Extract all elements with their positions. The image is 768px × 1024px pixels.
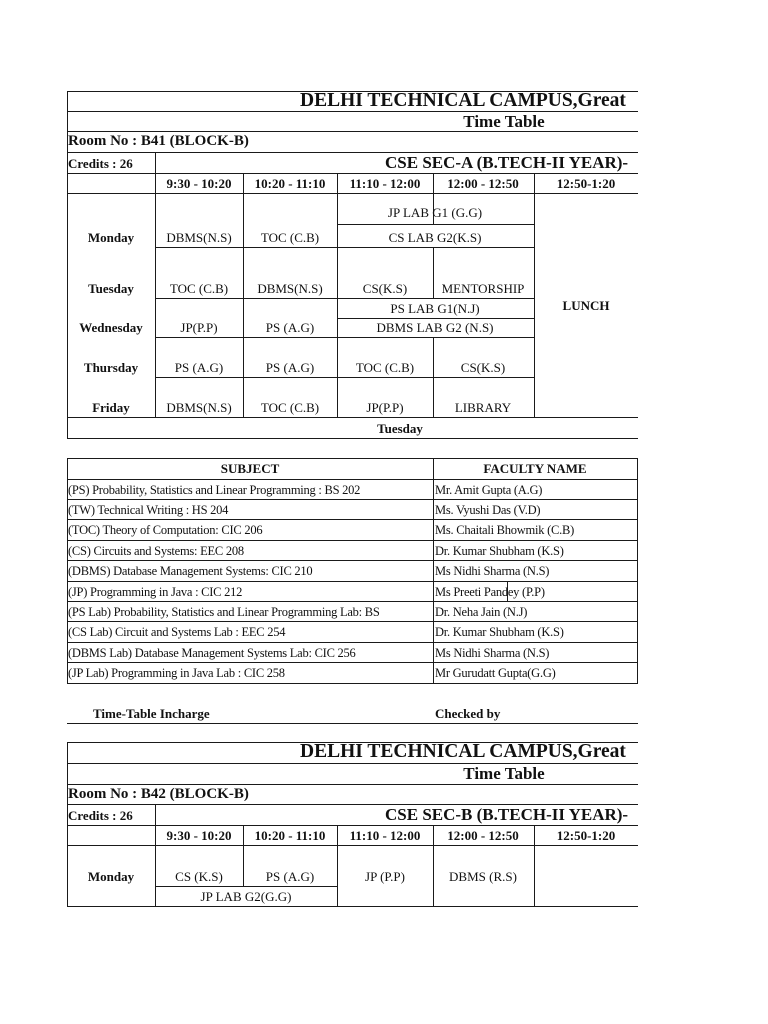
subject-cell: (CS) Circuits and Systems: EEC 208	[68, 544, 244, 558]
class-cell: MENTORSHIP	[441, 281, 525, 296]
slot-header: 10:20 - 11:10	[254, 828, 326, 843]
class-cell: DBMS(N.S)	[166, 230, 232, 245]
lab-cell: DBMS LAB G2 (N.S)	[376, 320, 494, 335]
signature-rule	[67, 723, 638, 724]
class-cell: DBMS(N.S)	[257, 281, 323, 296]
faculty-cell: Ms Nidhi Sharma (N.S)	[435, 564, 550, 578]
subject-cell: (CS Lab) Circuit and Systems Lab : EEC 254	[68, 625, 286, 639]
lab-cell: CS LAB G2(K.S)	[388, 230, 482, 245]
class-cell: PS (A.G)	[265, 360, 315, 375]
class-cell: LIBRARY	[454, 400, 512, 415]
class-cell: CS (K.S)	[175, 869, 223, 884]
subject-cell: (PS Lab) Probability, Statistics and Linear Programming Lab: BS	[68, 606, 380, 619]
lunch-cell: LUNCH	[562, 298, 610, 313]
faculty-cell: Dr. Neha Jain (N.J)	[435, 605, 528, 619]
class-cell: CS(K.S)	[362, 281, 408, 296]
class-cell: CS(K.S)	[460, 360, 506, 375]
class-cell: PS (A.G)	[265, 320, 315, 335]
class-cell: DBMS(N.S)	[166, 400, 232, 415]
slot-header: 12:00 - 12:50	[447, 828, 519, 843]
timetable-subtitle: Time Table	[463, 764, 545, 783]
class-cell: DBMS (R.S)	[449, 869, 517, 884]
class-cell: PS (A.G)	[265, 869, 315, 884]
campus-title: DELHI TECHNICAL CAMPUS,Great	[300, 90, 626, 111]
faculty-cell: Dr. Kumar Shubham (K.S)	[435, 544, 564, 558]
day-label-monday: Monday	[87, 230, 135, 245]
section-title: CSE SEC-A (B.TECH-II YEAR)-	[385, 153, 629, 172]
faculty-cell: Ms. Vyushi Das (V.D)	[435, 503, 541, 517]
day-label-thursday: Thursday	[83, 360, 139, 375]
subject-cell: (TW) Technical Writing : HS 204	[68, 503, 229, 517]
class-cell: TOC (C.B)	[169, 281, 229, 296]
credits: Credits : 26	[68, 808, 133, 823]
class-cell: JP (P.P)	[365, 869, 405, 884]
day-label-wednesday: Wednesday	[79, 320, 143, 335]
lab-cell: PS LAB G1(N.J)	[390, 301, 480, 316]
faculty-cell: Ms. Chaitali Bhowmik (C.B)	[435, 523, 574, 537]
faculty-cell: Ms Nidhi Sharma (N.S)	[435, 646, 550, 660]
subject-cell: (JP) Programming in Java : CIC 212	[68, 585, 243, 599]
faculty-cell: Mr. Amit Gupta (A.G)	[435, 483, 543, 497]
subject-cell: (DBMS Lab) Database Management Systems Lab: CIC 256	[68, 646, 356, 660]
lab-cell: JP LAB G1 (G.G)	[387, 205, 483, 220]
faculty-header: FACULTY NAME	[483, 461, 587, 476]
lab-cell: JP LAB G2(G.G)	[200, 889, 292, 904]
subject-cell: (TOC) Theory of Computation: CIC 206	[68, 523, 263, 537]
day-label-tuesday: Tuesday	[88, 281, 134, 296]
slot-header: 9:30 - 10:20	[166, 176, 232, 191]
section-title: CSE SEC-B (B.TECH-II YEAR)-	[385, 805, 629, 824]
day-label-friday: Friday	[92, 400, 130, 415]
slot-header: 10:20 - 11:10	[254, 176, 326, 191]
timetable-subtitle: Time Table	[463, 112, 545, 131]
class-cell: TOC (C.B)	[260, 400, 320, 415]
checked-by-label: Checked by	[435, 706, 501, 721]
subject-cell: (JP Lab) Programming in Java Lab : CIC 258	[68, 666, 285, 680]
class-cell: JP(P.P)	[180, 320, 218, 335]
room-number: Room No : B41 (BLOCK-B)	[68, 133, 249, 149]
credits: Credits : 26	[68, 156, 133, 171]
room-number: Room No : B42 (BLOCK-B)	[68, 786, 249, 802]
faculty-cell: Mr Gurudatt Gupta(G.G)	[435, 666, 556, 680]
slot-header: 11:10 - 12:00	[349, 176, 421, 191]
faculty-cell: Dr. Kumar Shubham (K.S)	[435, 625, 564, 639]
slot-header: 12:00 - 12:50	[447, 176, 519, 191]
incharge-label: Time-Table Incharge	[93, 706, 210, 721]
day-label-monday: Monday	[87, 869, 135, 884]
faculty-cell: Ms Preeti Pandey (P.P)	[435, 585, 545, 599]
slot-header: 12:50-1:20	[556, 828, 616, 843]
campus-title: DELHI TECHNICAL CAMPUS,Great	[300, 741, 626, 762]
slot-header: 12:50-1:20	[556, 176, 616, 191]
footer-day: Tuesday	[377, 421, 423, 436]
class-cell: TOC (C.B)	[355, 360, 415, 375]
subject-cell: (PS) Probability, Statistics and Linear Programming : BS 202	[68, 483, 361, 497]
subject-header: SUBJECT	[220, 461, 280, 476]
slot-header: 11:10 - 12:00	[349, 828, 421, 843]
subject-cell: (DBMS) Database Management Systems: CIC 210	[68, 564, 313, 578]
class-cell: TOC (C.B)	[260, 230, 320, 245]
class-cell: PS (A.G)	[174, 360, 224, 375]
slot-header: 9:30 - 10:20	[166, 828, 232, 843]
class-cell: JP(P.P)	[366, 400, 404, 415]
